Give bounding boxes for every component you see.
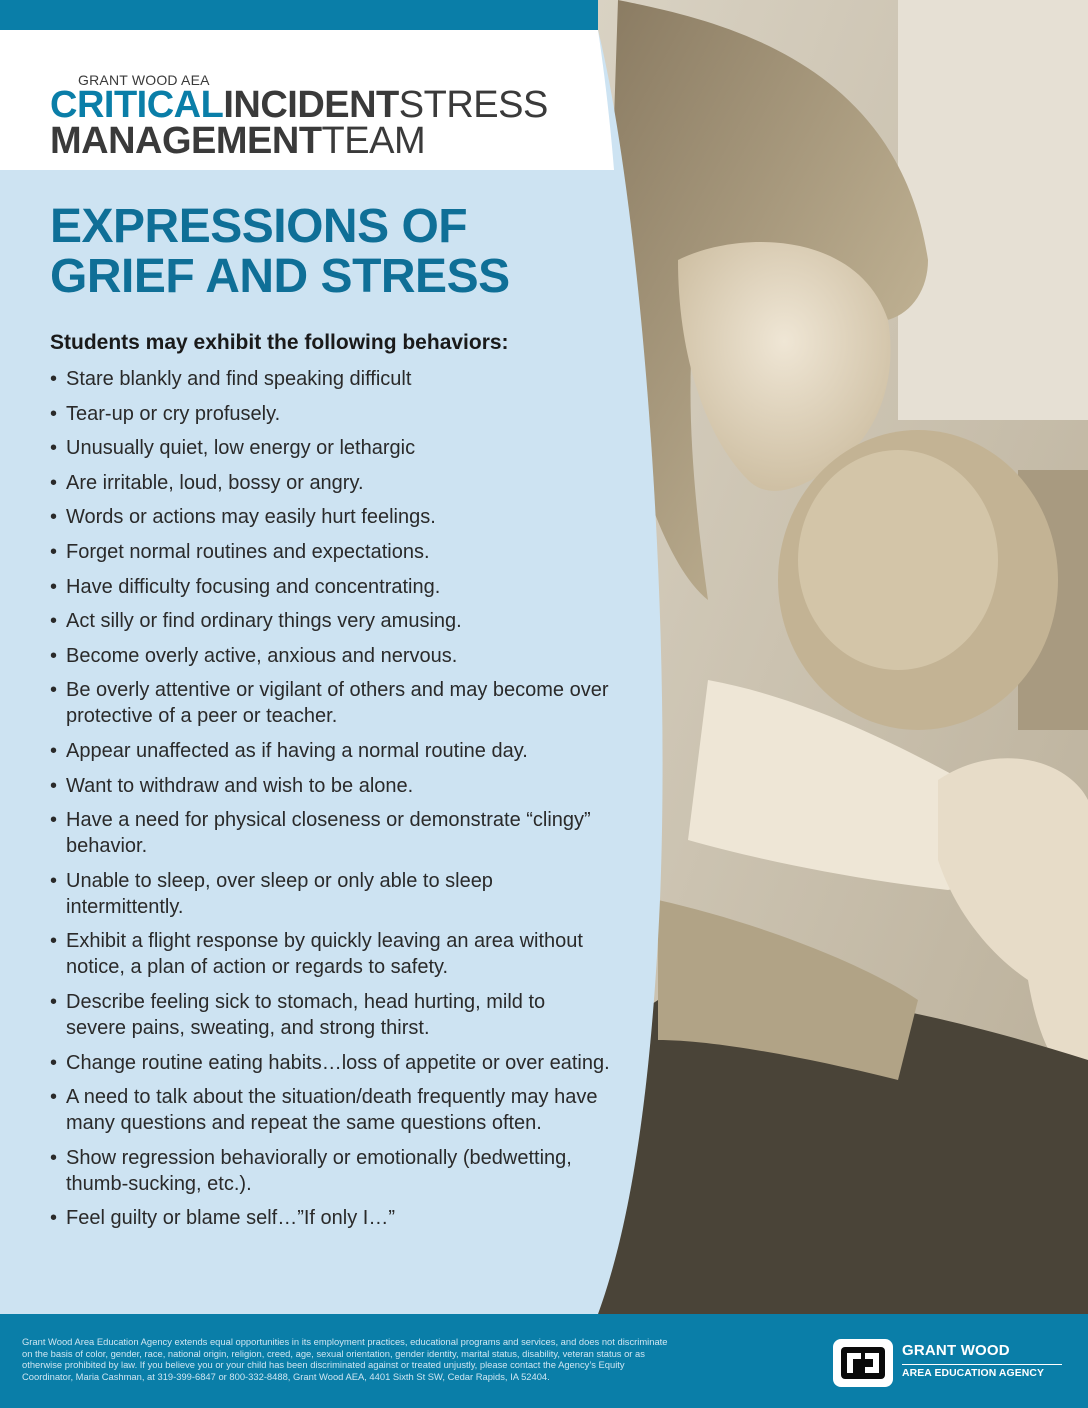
list-item (50, 366, 610, 392)
bullet-icon: • (50, 610, 58, 633)
list-item-text: Show regression behaviorally or emotionally (bedwetting, thumb-sucking, etc.). (66, 1146, 572, 1195)
agency-logo (832, 1338, 1072, 1388)
list-item (50, 1205, 610, 1231)
list-item-text: Unusually quiet, low energy or lethargic (66, 437, 416, 460)
bullet-icon: • (50, 402, 58, 425)
list-item-text: Describe feeling sick to stomach, head hurting, mild to severe pains, sweating, and strong thirst. (66, 990, 546, 1039)
list-item (50, 677, 610, 729)
bullet-icon: • (50, 1086, 58, 1109)
list-item (50, 1145, 610, 1197)
headline-line-1: EXPRESSIONS OF (50, 200, 468, 253)
list-item-text: Are irritable, loud, bossy or angry. (66, 471, 364, 494)
org-name: GRANT WOOD AEA (78, 72, 210, 88)
page-headline (50, 202, 610, 302)
title-team: TEAM (321, 120, 426, 162)
agency-divider (902, 1364, 1062, 1365)
title-incident: INCIDENT (223, 84, 399, 126)
bullet-icon: • (50, 1051, 58, 1074)
bullet-icon: • (50, 774, 58, 797)
team-logo (50, 72, 610, 162)
list-item-text: Become overly active, anxious and nervous. (66, 644, 458, 667)
list-item-text: Tear-up or cry profusely. (66, 402, 281, 425)
bullet-icon: • (50, 575, 58, 598)
title-line-2 (50, 122, 425, 160)
title-management: MANAGEMENT (50, 120, 322, 162)
bullet-icon: • (50, 540, 58, 563)
bullet-icon: • (50, 506, 58, 529)
list-item-text: Change routine eating habits…loss of appetite or over eating. (66, 1051, 610, 1074)
title-critical: CRITICAL (50, 84, 224, 126)
bullet-icon: • (50, 644, 58, 667)
list-item (50, 470, 610, 496)
footer-disclaimer: Grant Wood Area Education Agency extends equal opportunities in its employment practices, educational programs and services, and does not discriminate on the basis of color, gender, race, national origin, religion, creed, age, sexual orientation, gender identity, marital status, disability, veteran status or as otherwise prohibited by law. If you believe you or your child has been discriminated against or treated unjustly, please contact the Agency’s Equity Coordinator, Maria Cashman, at 319-399-6847 or 800-332-8488, Grant Wood AEA, 4401 Sixth St SW, Cedar Rapids, IA 52404. (22, 1336, 668, 1382)
list-item-text: Exhibit a flight response by quickly leaving an area without notice, a plan of action or regards to safety. (66, 930, 583, 979)
list-item (50, 989, 610, 1041)
title-stress: STRESS (398, 84, 548, 126)
list-item (50, 807, 610, 859)
list-item (50, 738, 610, 764)
list-item (50, 435, 610, 461)
bullet-icon: • (50, 368, 58, 390)
list-item (50, 1050, 610, 1076)
list-item-text: Unable to sleep, over sleep or only able to sleep intermittently. (66, 869, 493, 918)
list-item-text: Words or actions may easily hurt feelings. (66, 506, 436, 529)
list-item (50, 928, 610, 980)
list-item-text: Act silly or find ordinary things very amusing. (66, 610, 462, 633)
list-item-text: Have a need for physical closeness or demonstrate “clingy” behavior. (66, 809, 591, 858)
list-item (50, 401, 610, 427)
list-item-text: Appear unaffected as if having a normal routine day. (66, 739, 528, 762)
list-item-text: Have difficulty focusing and concentrating. (66, 575, 441, 598)
agency-subtitle: AREA EDUCATION AGENCY (902, 1368, 1044, 1379)
bullet-icon: • (50, 809, 58, 832)
behavior-list (50, 366, 610, 1240)
footer (0, 1314, 1088, 1408)
list-item-text: Feel guilty or blame self…”If only I…” (66, 1207, 395, 1230)
bullet-icon: • (50, 1207, 58, 1230)
list-item (50, 574, 610, 600)
headline-line-2: GRIEF AND STRESS (50, 250, 510, 303)
list-item-text: Stare blankly and find speaking difficult (66, 368, 412, 390)
bullet-icon: • (50, 1146, 58, 1169)
list-item (50, 773, 610, 799)
list-item (50, 1084, 610, 1136)
list-item (50, 643, 610, 669)
bullet-icon: • (50, 437, 58, 460)
list-item-text: Want to withdraw and wish to be alone. (66, 774, 414, 797)
bullet-icon: • (50, 869, 58, 892)
intro-text: Students may exhibit the following behaviors: (50, 331, 509, 354)
bullet-icon: • (50, 679, 58, 702)
bullet-icon: • (50, 471, 58, 494)
list-item-text: Forget normal routines and expectations. (66, 540, 430, 563)
bullet-icon: • (50, 990, 58, 1013)
list-item-text: A need to talk about the situation/death frequently may have many questions and repeat the same questions often. (66, 1086, 598, 1135)
bullet-icon: • (50, 930, 58, 953)
list-item (50, 504, 610, 530)
agency-name: GRANT WOOD (902, 1342, 1010, 1359)
list-item-text: Be overly attentive or vigilant of others and may become over protective of a peer or teacher. (66, 679, 609, 728)
bullet-icon: • (50, 739, 58, 762)
grant-wood-logo-icon (832, 1338, 894, 1388)
title-line-1 (50, 86, 548, 124)
list-item (50, 539, 610, 565)
list-item (50, 608, 610, 634)
list-item (50, 868, 610, 920)
